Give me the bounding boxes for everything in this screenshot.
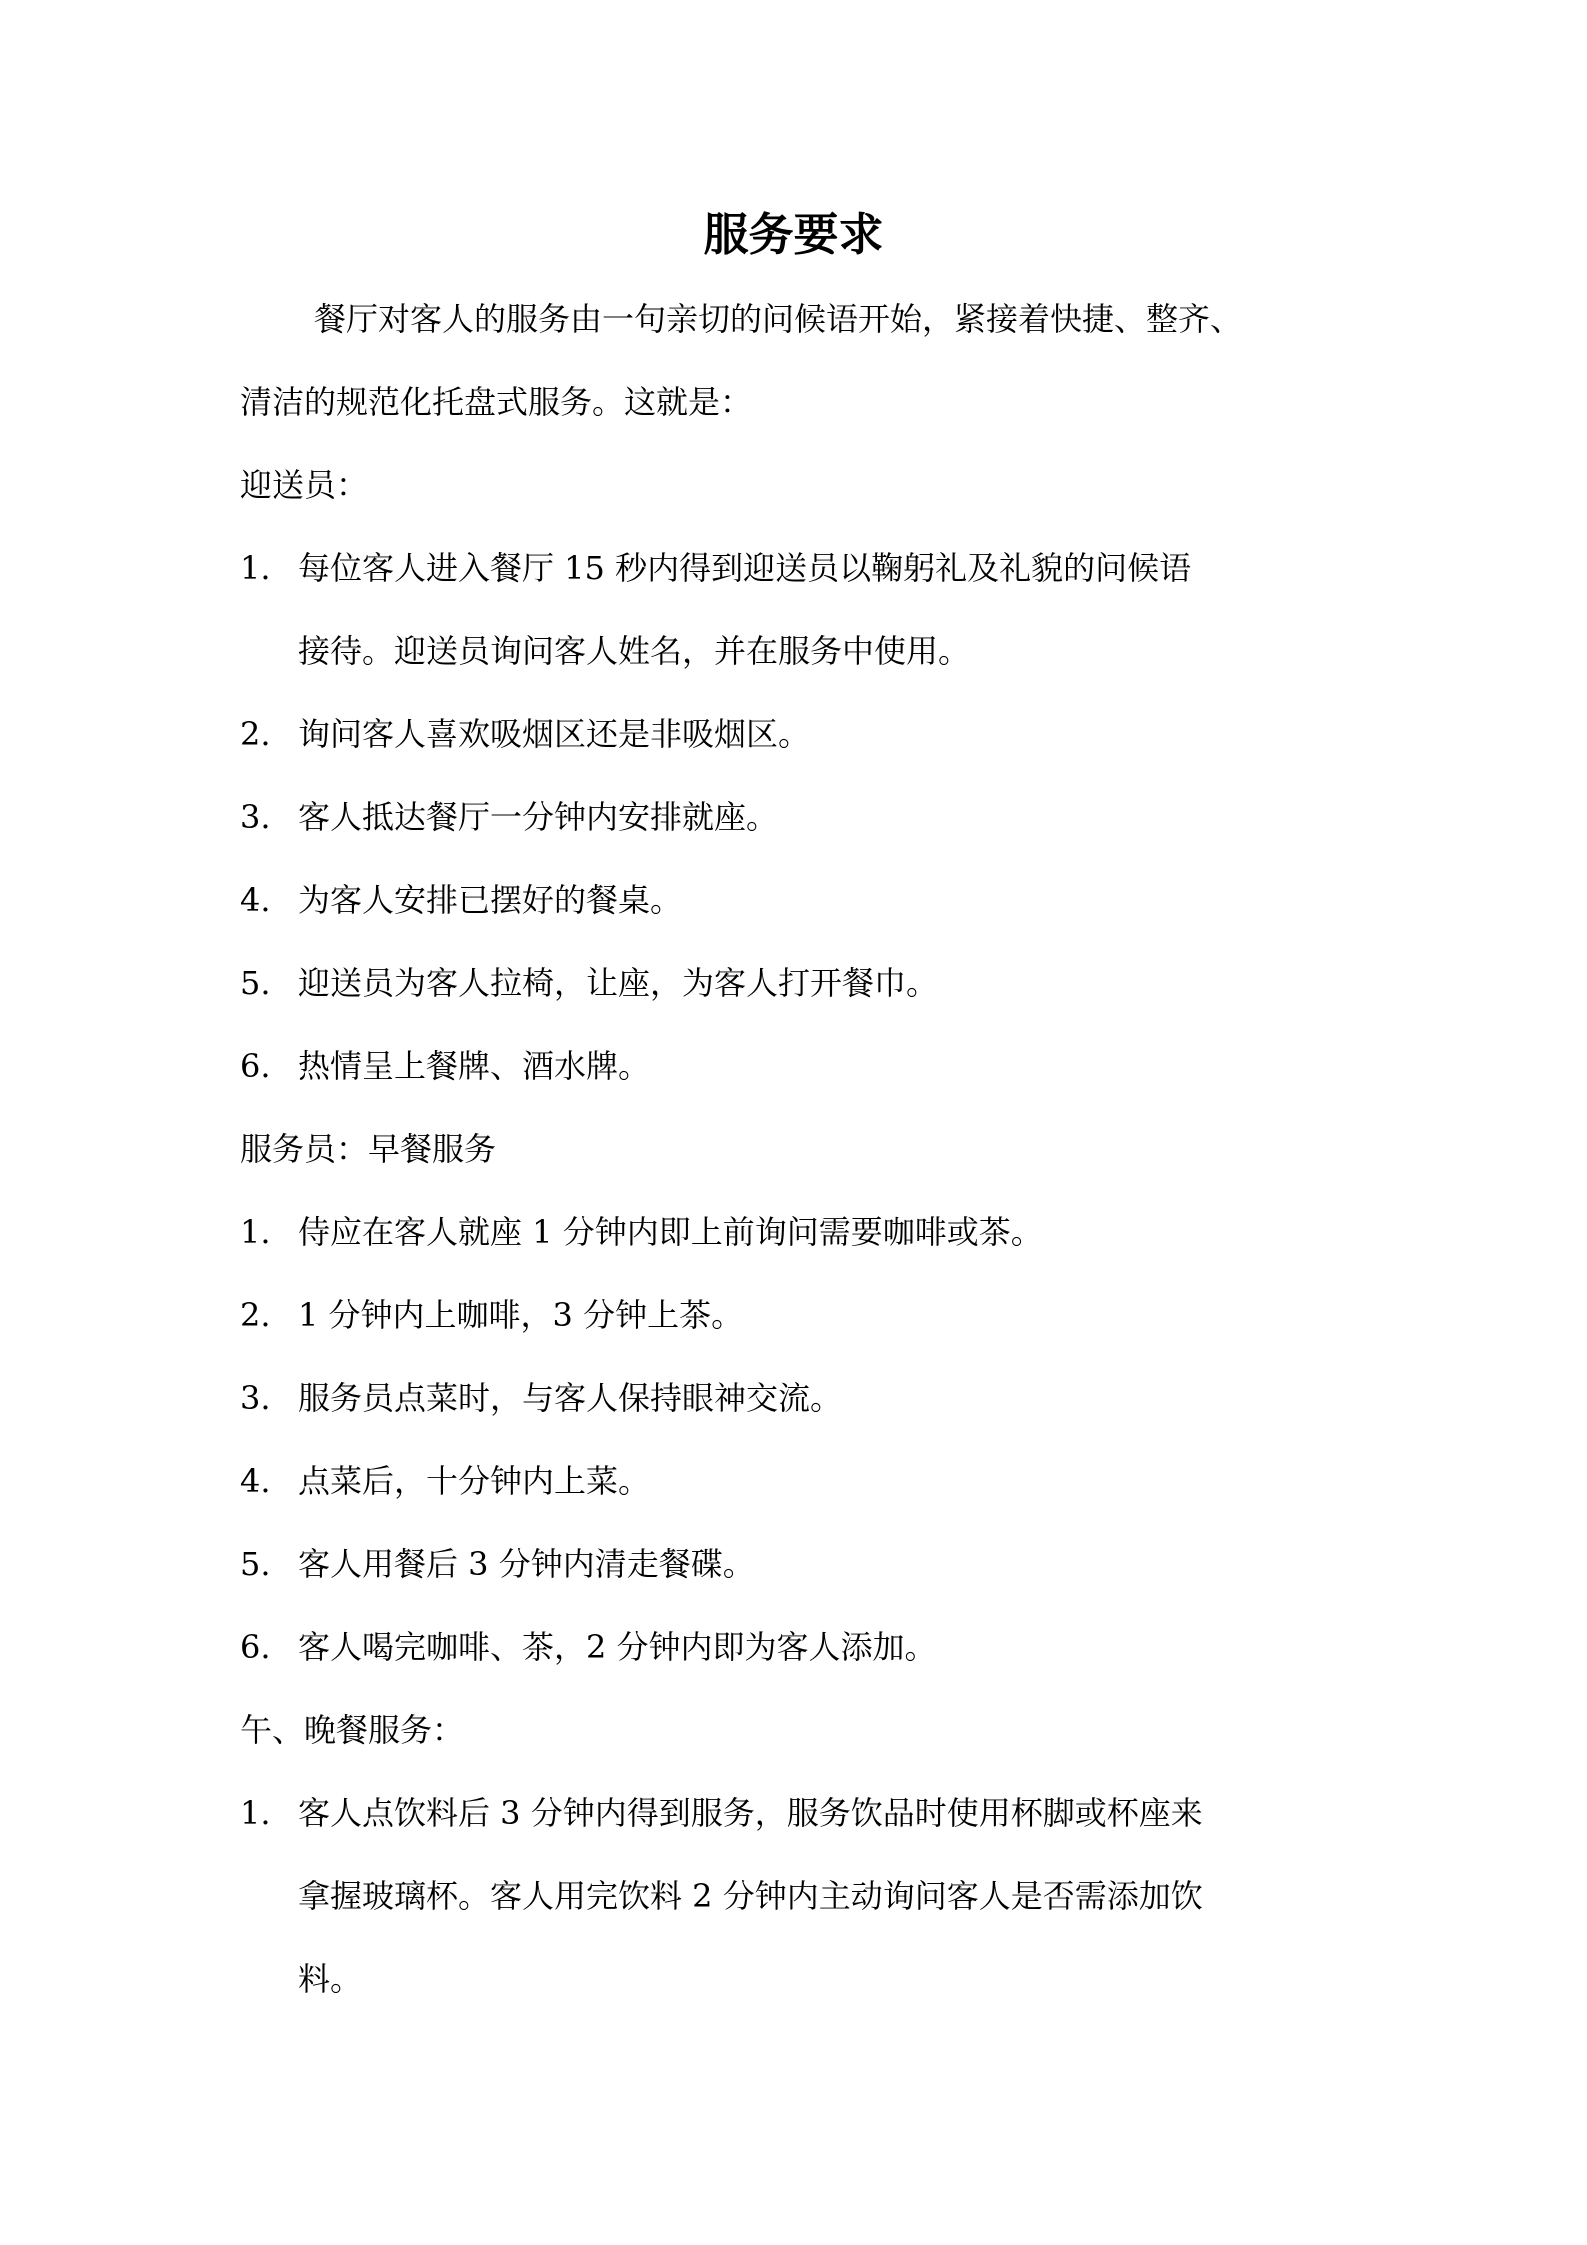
list-number: 6. [240,1047,271,1085]
list-item [240,942,1352,1025]
list-item-text: 拿握玻璃杯。客人用完饮料 2 分钟内主动询问客人是否需添加饮 [298,1877,1203,1915]
document-body [240,278,1352,2021]
intro-line: 餐厅对客人的服务由一句亲切的问候语开始，紧接着快捷、整齐、 [314,300,1243,338]
list-item-text: 客人用餐后 3 分钟内清走餐碟。 [298,1545,755,1583]
list-item [240,1191,1352,1274]
list-item [240,1357,1352,1440]
page-title: 服务要求 [703,208,884,261]
list-number: 1. [240,549,271,587]
list-item-text: 客人抵达餐厅一分钟内安排就座。 [298,798,779,836]
list-item-text: 侍应在客人就座 1 分钟内即上前询问需要咖啡或茶。 [298,1213,1043,1251]
list-item-text: 料。 [298,1960,363,1998]
list-item [240,859,1352,942]
list-item-text: 服务员点菜时，与客人保持眼神交流。 [298,1379,843,1417]
list-number: 1. [240,1213,271,1251]
list-item-text: 1 分钟内上咖啡，3 分钟上茶。 [298,1296,744,1334]
list-item [240,693,1352,776]
list-item-text: 迎送员为客人拉椅，让座，为客人打开餐巾。 [298,964,939,1002]
list-item-text: 点菜后，十分钟内上菜。 [298,1462,651,1500]
section-heading-lunch-dinner: 午、晚餐服务： [240,1711,465,1749]
list-item [240,1772,1352,2021]
list-item-text: 热情呈上餐牌、酒水牌。 [298,1047,651,1085]
list-number: 2. [240,1296,271,1334]
section-heading-breakfast: 服务员：早餐服务 [240,1130,497,1168]
list-number: 1. [240,1794,271,1832]
list-item-text: 客人喝完咖啡、茶，2 分钟内即为客人添加。 [298,1628,937,1666]
list-item [240,1440,1352,1523]
list-item-text: 客人点饮料后 3 分钟内得到服务，服务饮品时使用杯脚或杯座来 [298,1794,1203,1832]
intro-line: 清洁的规范化托盘式服务。这就是： [240,383,753,421]
list-number: 6. [240,1628,271,1666]
list-number: 5. [240,1545,271,1583]
list-item [240,776,1352,859]
list-number: 5. [240,964,271,1002]
list-item [240,1523,1352,1606]
list-item-text: 询问客人喜欢吸烟区还是非吸烟区。 [298,715,811,753]
list-number: 2. [240,715,271,753]
list-number: 4. [240,1462,271,1500]
list-number: 3. [240,798,271,836]
list-item [240,1274,1352,1357]
list-item-text: 接待。迎送员询问客人姓名，并在服务中使用。 [298,632,971,670]
list-item-text: 每位客人进入餐厅 15 秒内得到迎送员以鞠躬礼及礼貌的问候语 [298,549,1192,587]
list-number: 3. [240,1379,271,1417]
list-item-text: 为客人安排已摆好的餐桌。 [298,881,683,919]
list-item [240,1025,1352,1108]
section-heading-greeter: 迎送员： [240,466,369,504]
list-item [240,1606,1352,1689]
list-item [240,527,1352,693]
list-number: 4. [240,881,271,919]
